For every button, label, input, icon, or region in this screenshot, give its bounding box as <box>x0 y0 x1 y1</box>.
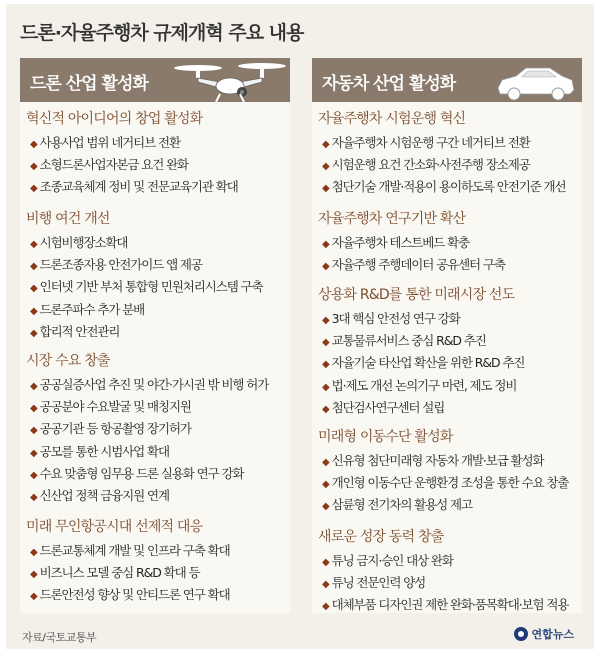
list-item: ◆ 법·제도 개선 논의기구 마련, 제도 정비 <box>322 377 517 393</box>
section-title: 자율주행차 연구기반 확산 <box>318 211 466 227</box>
list-item: ◆ 자율주행차 테스트베드 확충 <box>322 235 470 250</box>
car-section-2 <box>312 208 582 276</box>
drone-section-4 <box>20 516 290 607</box>
list-item: ◆ 대체부품 디자인권 제한 완화·품목확대·보험 적용 <box>322 597 569 613</box>
section-title: 새로운 성장 동력 창출 <box>318 529 444 545</box>
list-item: ◆ 합리적 안전관리 <box>30 323 120 339</box>
list-item: ◆ 공공기관 등 항공촬영 장기허가 <box>30 421 191 437</box>
drone-section-2 <box>20 208 290 343</box>
car-section-4 <box>312 426 582 517</box>
list-item: ◆ 자율기술 타산업 확산을 위한 R&D 추진 <box>322 355 525 371</box>
list-item: ◆ 소형드론사업자본금 요건 완화 <box>30 157 189 173</box>
list-item: ◆ 자율주행 주행데이터 공유센터 구축 <box>322 257 505 273</box>
drone-icon <box>170 58 290 102</box>
page-title: 드론·자율주행차 규제개혁 주요 내용 <box>20 22 304 44</box>
yonhap-logo-icon <box>514 627 528 641</box>
section-title: 비행 여건 개선 <box>26 211 110 227</box>
drone-section-3 <box>20 350 290 507</box>
list-item: ◆ 공모를 통한 시범사업 확대 <box>30 443 169 459</box>
section-title: 시장 수요 창출 <box>26 353 110 369</box>
list-item: ◆ 공공실증사업 추진 및 야간·가시권 밖 비행 허가 <box>30 377 269 392</box>
list-item: ◆ 드론주파수 추가 분배 <box>30 301 145 317</box>
list-item: ◆ 첨단검사연구센터 설립 <box>322 399 445 415</box>
drone-column <box>20 58 290 613</box>
section-title: 상용화 R&D를 통한 미래시장 선도 <box>318 287 515 303</box>
list-item: ◆ 시험비행장소확대 <box>30 235 128 250</box>
car-column <box>312 58 582 613</box>
drone-section-1 <box>20 108 290 199</box>
car-section-3 <box>312 284 582 419</box>
list-item: ◆ 사용사업 범위 네거티브 전환 <box>30 135 180 150</box>
list-item: ◆ 신유형 첨단미래형 자동차 개발·보급 활성화 <box>322 453 544 468</box>
list-item: ◆ 신산업 정책 금융지원 연계 <box>30 487 169 503</box>
section-title: 미래형 이동수단 활성화 <box>318 429 453 445</box>
list-item: ◆ 교통물류서비스 중심 R&D 추진 <box>322 333 486 349</box>
source-credit: 자료/국토교통부 <box>22 631 97 644</box>
drone-column-title: 드론 산업 활성화 <box>30 74 148 94</box>
car-column-title: 자동차 산업 활성화 <box>322 74 456 94</box>
infographic-frame <box>6 4 594 649</box>
list-item: ◆ 튜닝 전문인력 양성 <box>322 575 426 591</box>
list-item: ◆ 삼륜형 전기차의 활용성 제고 <box>322 497 472 513</box>
agency-name: 연합뉴스 <box>531 628 574 641</box>
drone-column-header <box>20 58 290 102</box>
list-item: ◆ 드론조종자용 안전가이드 앱 제공 <box>30 257 202 273</box>
section-title: 자율주행차 시험운행 혁신 <box>318 111 466 127</box>
car-section-5 <box>312 526 582 617</box>
list-item: ◆ 조종교육체계 정비 및 전문교육기관 확대 <box>30 179 238 195</box>
agency-credit <box>514 626 574 642</box>
list-item: ◆ 공공분야 수요발굴 및 매칭지원 <box>30 399 191 415</box>
list-item: ◆ 비즈니스 모델 중심 R&D 확대 등 <box>30 565 200 581</box>
list-item: ◆ 인터넷 기반 부처 통합형 민원처리시스템 구축 <box>30 279 263 295</box>
list-item: ◆ 자율주행차 시험운행 구간 네거티브 전환 <box>322 135 530 150</box>
list-item: ◆ 시험운행 요건 간소화·사전주행 장소제공 <box>322 157 530 173</box>
list-item: ◆ 3대 핵심 안전성 연구 강화 <box>322 311 460 326</box>
list-item: ◆ 튜닝 금지·승인 대상 완화 <box>322 553 453 568</box>
section-title: 혁신적 아이디어의 창업 활성화 <box>26 111 203 127</box>
car-icon <box>492 64 578 102</box>
list-item: ◆ 첨단기술 개발·적용이 용이하도록 안전기준 개선 <box>322 179 566 195</box>
list-item: ◆ 개인형 이동수단 운행환경 조성을 통한 수요 창출 <box>322 475 569 491</box>
list-item: ◆ 드론교통체계 개발 및 인프라 구축 확대 <box>30 543 230 558</box>
car-column-header <box>312 58 582 102</box>
section-title: 미래 무인항공시대 선제적 대응 <box>26 519 203 535</box>
list-item: ◆ 수요 맞춤형 임무용 드론 실용화 연구 강화 <box>30 465 244 481</box>
list-item: ◆ 드론안전성 향상 및 안티드론 연구 확대 <box>30 587 230 603</box>
car-section-1 <box>312 108 582 199</box>
